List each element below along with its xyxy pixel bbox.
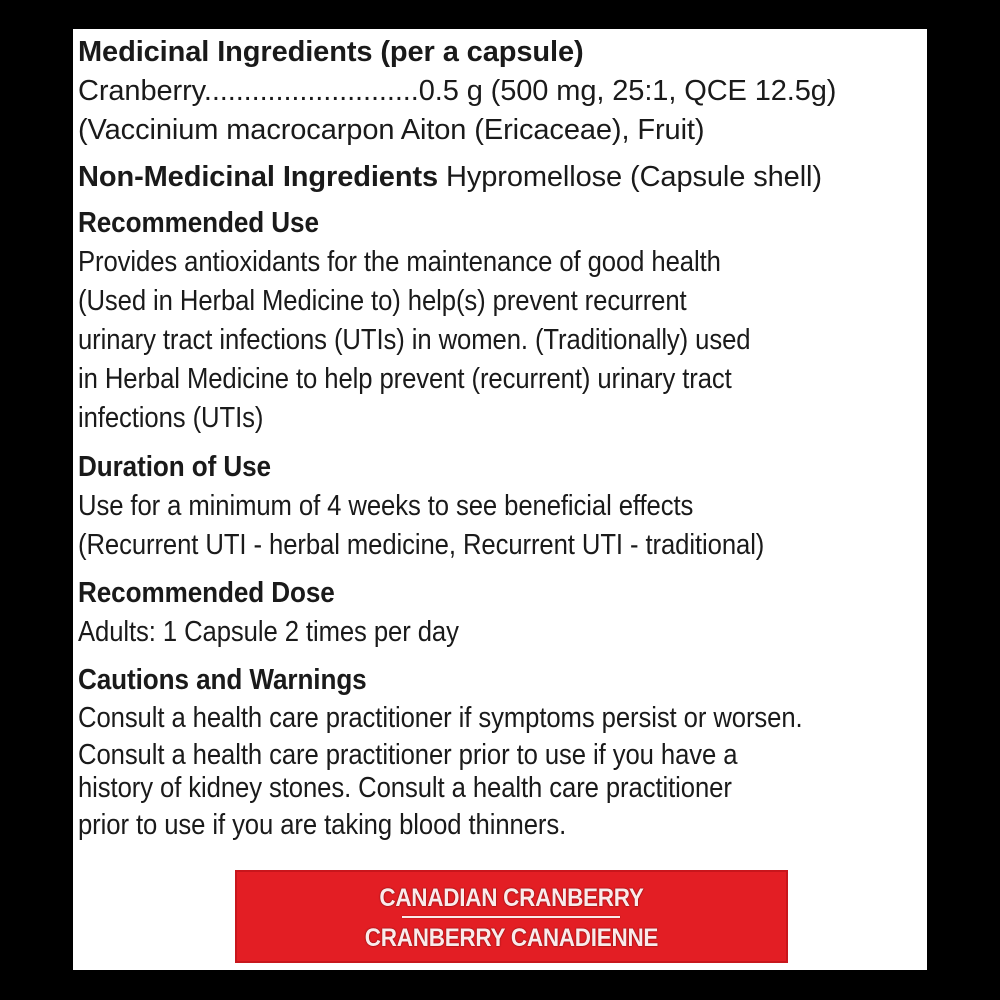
label-panel: [73, 29, 927, 970]
medicinal-ingredients-heading: Medicinal Ingredients (per a capsule): [78, 36, 584, 68]
recommended-use-line: infections (UTIs): [78, 402, 264, 434]
cautions-warnings-line: Consult a health care practitioner prior to use if you have a: [78, 739, 738, 771]
recommended-use-line: (Used in Herbal Medicine to) help(s) prevent recurrent: [78, 285, 687, 317]
recommended-dose-line: Adults: 1 Capsule 2 times per day: [78, 616, 459, 648]
duration-of-use-line: Use for a minimum of 4 weeks to see beneficial effects: [78, 490, 694, 522]
banner-french-text: CRANBERRY CANADIENNE: [364, 924, 659, 952]
cautions-warnings-line: history of kidney stones. Consult a health care practitioner: [78, 772, 732, 804]
recommended-dose-heading: Recommended Dose: [78, 577, 335, 609]
medicinal-ingredient-cranberry: Cranberry...........................0.5 g (500 mg, 25:1, QCE 12.5g): [78, 75, 837, 107]
non-medicinal-ingredients: [78, 159, 822, 195]
cautions-warnings-line: prior to use if you are taking blood thinners.: [78, 809, 567, 841]
recommended-use-line: urinary tract infections (UTIs) in women. (Traditionally) used: [78, 324, 751, 356]
duration-of-use-heading: Duration of Use: [78, 451, 271, 483]
medicinal-ingredient-source: (Vaccinium macrocarpon Aiton (Ericaceae), Fruit): [78, 114, 705, 146]
duration-of-use-line: (Recurrent UTI - herbal medicine, Recurrent UTI - traditional): [78, 529, 765, 561]
banner-divider: [402, 916, 620, 918]
non-medicinal-ingredients-heading: Non-Medicinal Ingredients: [78, 161, 439, 193]
banner-english-text: CANADIAN CRANBERRY: [379, 884, 644, 912]
cautions-warnings-heading: Cautions and Warnings: [78, 664, 367, 696]
cautions-warnings-line: Consult a health care practitioner if symptoms persist or worsen.: [78, 702, 803, 734]
canadian-cranberry-banner: [235, 870, 788, 963]
recommended-use-heading: Recommended Use: [78, 207, 319, 239]
recommended-use-line: Provides antioxidants for the maintenance of good health: [78, 246, 721, 278]
non-medicinal-ingredients-value: Hypromellose (Capsule shell): [438, 161, 822, 193]
recommended-use-line: in Herbal Medicine to help prevent (recurrent) urinary tract: [78, 363, 732, 395]
